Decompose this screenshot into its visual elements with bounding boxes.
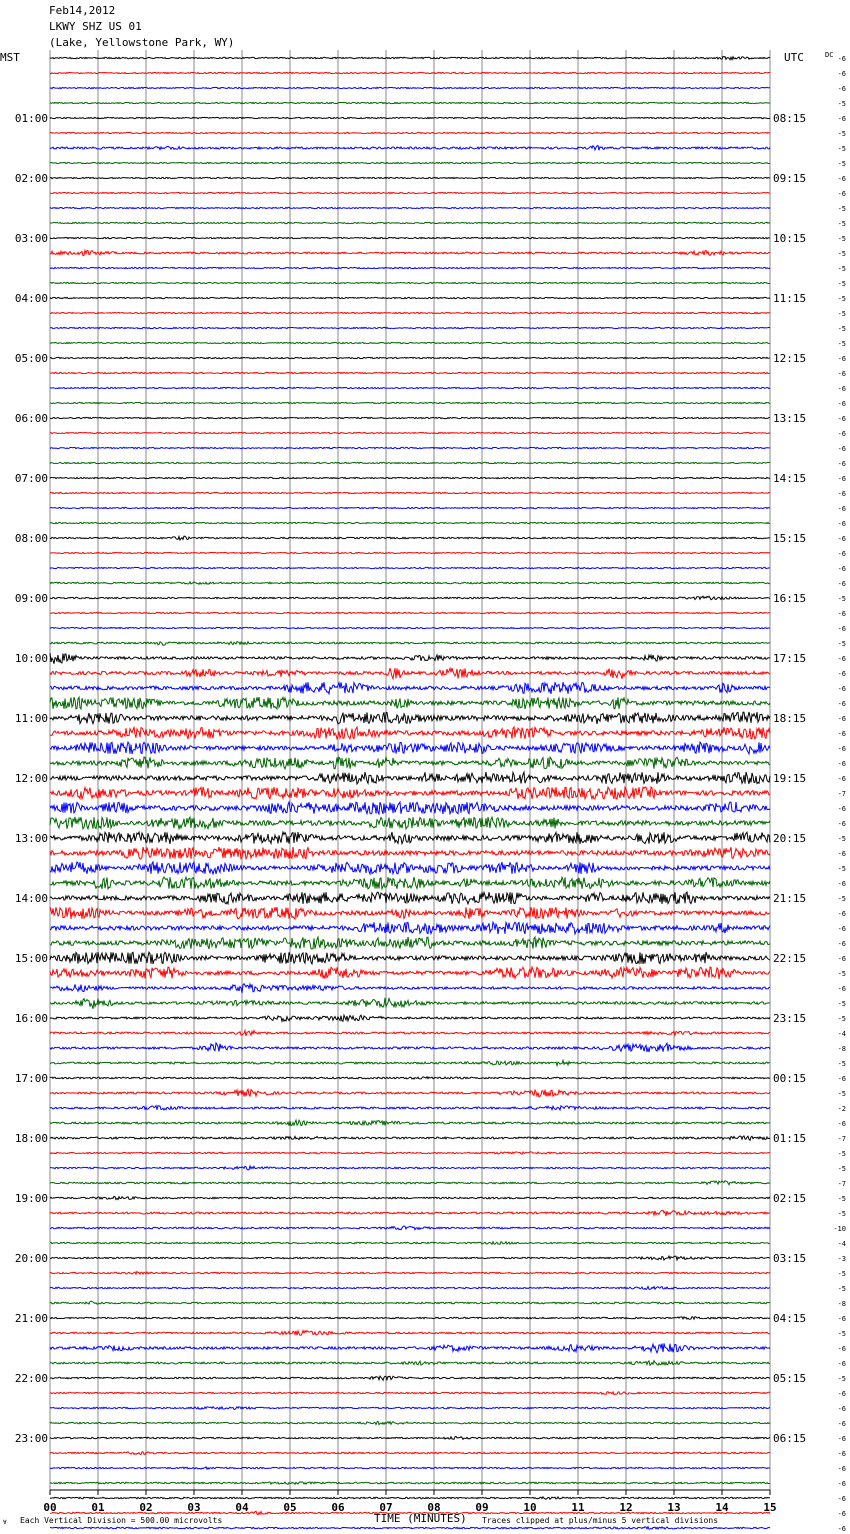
trace-61 [50, 952, 770, 964]
dc-offset-value: -6 [837, 685, 846, 693]
x-tick-label: 05 [283, 1501, 297, 1514]
trace-71 [50, 1106, 770, 1110]
trace-17 [50, 297, 770, 298]
clip-annotation: Traces clipped at plus/minus 5 vertical divisions [482, 1516, 719, 1525]
trace-97 [50, 1497, 770, 1499]
trace-2 [50, 72, 770, 73]
dc-offset-value: -5 [837, 160, 846, 168]
trace-91 [50, 1407, 770, 1410]
trace-8 [50, 162, 770, 163]
x-tick-label: 06 [331, 1501, 345, 1514]
dc-offset-title: DC [825, 51, 834, 59]
dc-offset-value: -5 [837, 100, 846, 108]
x-tick-label: 15 [763, 1501, 777, 1514]
dc-offset-value: -6 [837, 1075, 846, 1083]
trace-89 [50, 1376, 770, 1380]
dc-offset-value: -6 [837, 1360, 846, 1368]
mst-hour-label: 17:00 [14, 1072, 48, 1085]
dc-offset-value: -6 [837, 655, 846, 663]
dc-offset-value: -5 [837, 1210, 846, 1218]
mst-hour-label: 22:00 [14, 1372, 48, 1385]
dc-offset-value: -6 [837, 415, 846, 423]
dc-offset-value: -6 [837, 490, 846, 498]
dc-offset-value: -6 [837, 760, 846, 768]
mst-hour-label: 13:00 [14, 832, 48, 845]
mst-axis-title: MST [0, 51, 20, 64]
mst-hour-label: 04:00 [14, 292, 48, 305]
dc-offset-value: -6 [837, 940, 846, 948]
mst-hour-label: 01:00 [14, 112, 48, 125]
trace-66 [50, 1030, 770, 1035]
trace-72 [50, 1120, 770, 1126]
mst-hour-label: 23:00 [14, 1432, 48, 1445]
utc-hour-label: 01:15 [773, 1132, 807, 1145]
x-tick-label: 13 [667, 1501, 681, 1514]
trace-9 [50, 177, 770, 178]
mst-hour-label: 14:00 [14, 892, 48, 905]
trace-32 [50, 522, 770, 523]
trace-65 [50, 1015, 770, 1021]
dc-offset-value: -5 [837, 220, 846, 228]
dc-offset-value: -6 [837, 475, 846, 483]
dc-offset-value: -6 [837, 190, 846, 198]
dc-offset-value: -6 [837, 370, 846, 378]
trace-93 [50, 1436, 770, 1439]
x-tick-label: 12 [619, 1501, 633, 1514]
trace-83 [50, 1286, 770, 1289]
utc-hour-label: 11:15 [773, 292, 807, 305]
dc-offset-value: -5 [837, 145, 846, 153]
trace-57 [50, 892, 770, 904]
x-tick-label: 04 [235, 1501, 249, 1514]
trace-82 [50, 1271, 770, 1274]
dc-offset-value: -6 [837, 565, 846, 573]
dc-offset-value: -5 [837, 1330, 846, 1338]
trace-3 [50, 87, 770, 88]
dc-offset-value: -5 [837, 340, 846, 348]
dc-offset-value: -6 [837, 715, 846, 723]
dc-offset-value: -6 [837, 745, 846, 753]
trace-81 [50, 1256, 770, 1260]
trace-36 [50, 582, 770, 585]
trace-6 [50, 132, 770, 133]
utc-hour-label: 22:15 [773, 952, 807, 965]
dc-offset-value: -6 [837, 1420, 846, 1428]
utc-hour-label: 09:15 [773, 172, 807, 185]
dc-offset-value: -6 [837, 1435, 846, 1443]
trace-37 [50, 596, 770, 600]
dc-offset-value: -5 [837, 235, 846, 243]
x-axis-title: TIME (MINUTES) [374, 1512, 467, 1525]
trace-19 [50, 327, 770, 328]
utc-hour-label: 21:15 [773, 892, 807, 905]
mst-hour-label: 16:00 [14, 1012, 48, 1025]
dc-offset-value: -6 [837, 400, 846, 408]
trace-24 [50, 402, 770, 403]
trace-90 [50, 1392, 770, 1395]
corner-glyph: ∀ [3, 1519, 7, 1526]
trace-25 [50, 417, 770, 418]
trace-7 [50, 146, 770, 151]
dc-offset-value: -5 [837, 1060, 846, 1068]
mst-hour-label: 10:00 [14, 652, 48, 665]
dc-offset-value: -6 [837, 1480, 846, 1488]
trace-79 [50, 1226, 770, 1230]
trace-4 [50, 102, 770, 103]
dc-offset-value: -6 [837, 385, 846, 393]
trace-54 [50, 847, 770, 859]
trace-18 [50, 312, 770, 313]
dc-offset-value: -6 [837, 1345, 846, 1353]
dc-offset-value: -6 [837, 670, 846, 678]
dc-offset-value: -5 [837, 310, 846, 318]
trace-41 [50, 653, 770, 664]
utc-hour-label: 06:15 [773, 1432, 807, 1445]
trace-69 [50, 1077, 770, 1079]
trace-92 [50, 1421, 770, 1424]
dc-offset-value: -10 [833, 1225, 846, 1233]
dc-offset-value: -6 [837, 505, 846, 513]
dc-offset-value: -6 [837, 115, 846, 123]
utc-hour-label: 02:15 [773, 1192, 807, 1205]
dc-offset-value: -6 [837, 580, 846, 588]
trace-45 [50, 712, 770, 724]
trace-62 [50, 967, 770, 979]
trace-28 [50, 462, 770, 463]
dc-offset-value: -5 [837, 280, 846, 288]
trace-64 [50, 998, 770, 1009]
dc-offset-value: -6 [837, 880, 846, 888]
trace-38 [50, 612, 770, 613]
trace-5 [50, 117, 770, 118]
dc-offset-value: -6 [837, 445, 846, 453]
trace-56 [50, 877, 770, 889]
mst-hour-label: 19:00 [14, 1192, 48, 1205]
dc-offset-value: -6 [837, 55, 846, 63]
trace-33 [50, 536, 770, 540]
dc-offset-value: -2 [837, 1105, 846, 1113]
trace-84 [50, 1301, 770, 1304]
dc-offset-value: -5 [837, 1270, 846, 1278]
trace-80 [50, 1242, 770, 1245]
trace-1 [50, 56, 770, 59]
dc-offset-value: -5 [837, 970, 846, 978]
dc-offset-value: -5 [837, 835, 846, 843]
trace-42 [50, 668, 770, 679]
mst-hour-label: 06:00 [14, 412, 48, 425]
dc-offset-value: -6 [837, 625, 846, 633]
utc-hour-label: 18:15 [773, 712, 807, 725]
dc-offset-value: -5 [837, 1150, 846, 1158]
dc-offset-value: -6 [837, 925, 846, 933]
utc-axis-title: UTC [784, 51, 804, 64]
trace-27 [50, 447, 770, 448]
dc-offset-value: -5 [837, 1375, 846, 1383]
utc-hour-label: 19:15 [773, 772, 807, 785]
mst-hour-label: 05:00 [14, 352, 48, 365]
station-code: LKWY SHZ US 01 [49, 20, 142, 33]
trace-13 [50, 237, 770, 238]
dc-offset-value: -5 [837, 865, 846, 873]
utc-hour-label: 14:15 [773, 472, 807, 485]
station-location: (Lake, Yellowstone Park, WY) [49, 36, 235, 49]
utc-hour-label: 00:15 [773, 1072, 807, 1085]
trace-22 [50, 372, 770, 373]
trace-11 [50, 207, 770, 208]
x-tick-label: 00 [43, 1501, 57, 1514]
dc-offset-value: -6 [837, 85, 846, 93]
dc-offset-value: -5 [837, 295, 846, 303]
mst-hour-label: 21:00 [14, 1312, 48, 1325]
dc-offset-value: -5 [837, 265, 846, 273]
x-tick-label: 14 [715, 1501, 729, 1514]
trace-43 [50, 682, 770, 694]
trace-99 [50, 1527, 770, 1530]
dc-offset-value: -6 [837, 820, 846, 828]
dc-offset-value: -5 [837, 1285, 846, 1293]
trace-67 [50, 1043, 770, 1052]
scale-annotation: Each Vertical Division = 500.00 microvolts [20, 1516, 223, 1525]
dc-offset-value: -5 [837, 1195, 846, 1203]
dc-offset-value: -5 [837, 595, 846, 603]
utc-hour-label: 15:15 [773, 532, 807, 545]
dc-offset-value: -6 [837, 955, 846, 963]
dc-offset-value: -6 [837, 1405, 846, 1413]
dc-offset-value: -6 [837, 535, 846, 543]
mst-hour-label: 12:00 [14, 772, 48, 785]
dc-offset-value: -5 [837, 640, 846, 648]
dc-offset-value: -6 [837, 985, 846, 993]
trace-76 [50, 1181, 770, 1185]
x-tick-label: 08 [427, 1501, 441, 1514]
trace-47 [50, 742, 770, 754]
trace-55 [50, 862, 770, 874]
dc-offset-value: -6 [837, 700, 846, 708]
trace-68 [50, 1060, 770, 1065]
dc-offset-value: -6 [837, 1510, 846, 1518]
mst-hour-label: 09:00 [14, 592, 48, 605]
dc-offset-value: -6 [837, 1450, 846, 1458]
dc-offset-value: -6 [837, 520, 846, 528]
trace-40 [50, 642, 770, 646]
trace-70 [50, 1089, 770, 1097]
trace-74 [50, 1152, 770, 1154]
trace-75 [50, 1166, 770, 1170]
trace-53 [50, 832, 770, 844]
trace-30 [50, 492, 770, 493]
dc-offset-value: -5 [837, 325, 846, 333]
trace-48 [50, 757, 770, 769]
trace-35 [50, 567, 770, 568]
dc-offset-value: -5 [837, 1015, 846, 1023]
trace-16 [50, 282, 770, 283]
trace-44 [50, 697, 770, 709]
trace-21 [50, 357, 770, 358]
mst-hour-label: 08:00 [14, 532, 48, 545]
trace-15 [50, 267, 770, 268]
trace-59 [50, 922, 770, 934]
utc-hour-label: 16:15 [773, 592, 807, 605]
trace-39 [50, 627, 770, 628]
trace-78 [50, 1210, 770, 1216]
dc-offset-value: -6 [837, 355, 846, 363]
dc-offset-value: -5 [837, 130, 846, 138]
x-tick-label: 10 [523, 1501, 537, 1514]
dc-offset-value: -4 [837, 1030, 846, 1038]
dc-offset-value: -5 [837, 250, 846, 258]
dc-offset-value: -6 [837, 430, 846, 438]
trace-29 [50, 477, 770, 478]
trace-87 [50, 1343, 770, 1352]
dc-offset-value: -3 [837, 1255, 846, 1263]
utc-hour-label: 08:15 [773, 112, 807, 125]
mst-hour-label: 18:00 [14, 1132, 48, 1145]
trace-31 [50, 507, 770, 508]
trace-23 [50, 387, 770, 388]
mst-hour-label: 07:00 [14, 472, 48, 485]
dc-offset-value: -6 [837, 1525, 846, 1533]
trace-50 [50, 787, 770, 799]
recording-date: Feb14,2012 [49, 4, 116, 17]
utc-hour-label: 10:15 [773, 232, 807, 245]
trace-58 [50, 907, 770, 919]
dc-offset-value: -6 [837, 1315, 846, 1323]
utc-hour-label: 03:15 [773, 1252, 807, 1265]
mst-hour-label: 20:00 [14, 1252, 48, 1265]
x-tick-label: 11 [571, 1501, 585, 1514]
x-tick-label: 03 [187, 1501, 201, 1514]
dc-offset-value: -7 [837, 790, 846, 798]
dc-offset-value: -5 [837, 1000, 846, 1008]
trace-52 [50, 817, 770, 829]
dc-offset-value: -8 [837, 1300, 846, 1308]
x-tick-label: 01 [91, 1501, 105, 1514]
dc-offset-value: -6 [837, 610, 846, 618]
dc-offset-value: -6 [837, 1120, 846, 1128]
dc-offset-value: -6 [837, 775, 846, 783]
dc-offset-value: -6 [837, 1465, 846, 1473]
mst-hour-label: 03:00 [14, 232, 48, 245]
trace-10 [50, 192, 770, 193]
dc-offset-value: -5 [837, 895, 846, 903]
dc-offset-value: -4 [837, 1240, 846, 1248]
dc-offset-value: -5 [837, 1165, 846, 1173]
utc-hour-label: 13:15 [773, 412, 807, 425]
dc-offset-value: -7 [837, 1180, 846, 1188]
dc-offset-value: -8 [837, 1045, 846, 1053]
utc-hour-label: 23:15 [773, 1012, 807, 1025]
dc-offset-value: -6 [837, 850, 846, 858]
x-tick-label: 07 [379, 1501, 393, 1514]
trace-96 [50, 1482, 770, 1485]
dc-offset-value: -6 [837, 1495, 846, 1503]
dc-offset-value: -6 [837, 460, 846, 468]
trace-26 [50, 432, 770, 433]
utc-hour-label: 05:15 [773, 1372, 807, 1385]
x-tick-label: 02 [139, 1501, 153, 1514]
dc-offset-value: -7 [837, 1135, 846, 1143]
utc-hour-label: 17:15 [773, 652, 807, 665]
utc-hour-label: 04:15 [773, 1312, 807, 1325]
dc-offset-value: -5 [837, 1090, 846, 1098]
trace-60 [50, 937, 770, 949]
mst-hour-label: 02:00 [14, 172, 48, 185]
dc-offset-value: -6 [837, 1390, 846, 1398]
mst-hour-label: 15:00 [14, 952, 48, 965]
trace-12 [50, 222, 770, 223]
trace-51 [50, 802, 770, 814]
trace-85 [50, 1317, 770, 1320]
trace-49 [50, 772, 770, 784]
trace-94 [50, 1452, 770, 1455]
x-tick-label: 09 [475, 1501, 489, 1514]
trace-20 [50, 342, 770, 343]
trace-73 [50, 1136, 770, 1140]
trace-95 [50, 1467, 770, 1469]
dc-offset-value: -6 [837, 70, 846, 78]
trace-14 [50, 250, 770, 255]
trace-86 [50, 1331, 770, 1336]
trace-46 [50, 727, 770, 739]
dc-offset-value: -5 [837, 205, 846, 213]
trace-77 [50, 1196, 770, 1199]
dc-offset-value: -6 [837, 910, 846, 918]
utc-hour-label: 20:15 [773, 832, 807, 845]
dc-offset-value: -6 [837, 175, 846, 183]
dc-offset-value: -6 [837, 730, 846, 738]
mst-hour-label: 11:00 [14, 712, 48, 725]
utc-hour-label: 12:15 [773, 352, 807, 365]
dc-offset-value: -6 [837, 805, 846, 813]
dc-offset-value: -6 [837, 550, 846, 558]
trace-63 [50, 984, 770, 993]
trace-88 [50, 1361, 770, 1366]
trace-34 [50, 552, 770, 553]
